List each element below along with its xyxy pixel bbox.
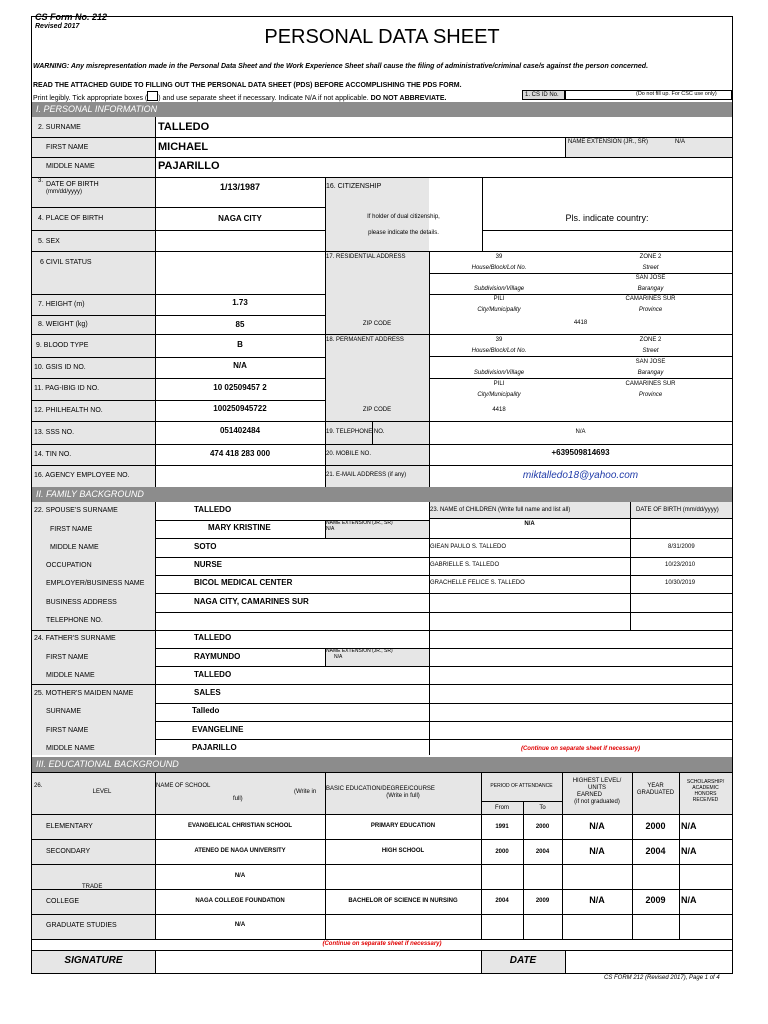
perm-barangay-value[interactable]: SAN JOSE [635,359,666,365]
dob-format: (mm/dd/yyyy) [46,189,82,195]
dual-citizenship-note-2: please indicate the details. [368,230,439,236]
spouse-ext-label: NAME EXTENSION (JR., SR) [326,520,393,526]
child-dob[interactable]: 10/23/2010 [665,562,696,568]
family-label-bg [32,502,155,755]
spouse-surname-value[interactable]: TALLEDO [194,505,232,514]
pagibig-value[interactable]: 10 02509457 2 [213,383,267,392]
family-continue-note: (Continue on separate sheet if necessary) [520,746,641,752]
edu-honors-header-3: HONORS [694,791,717,797]
child-name[interactable]: GRACHELLE FELICE S. TALLEDO [430,580,525,586]
edu-highest-value[interactable]: N/A [589,846,605,856]
permanent-address-label: 18. PERMANENT ADDRESS [326,337,404,343]
perm-zip-value[interactable]: 4418 [492,407,506,413]
edu-course-value[interactable]: BACHELOR OF SCIENCE IN NURSING [348,898,458,904]
spouse-middle-name-label: MIDDLE NAME [50,544,99,551]
edu-level-bg [32,814,155,939]
section-personal-information: I. PERSONAL INFORMATION [32,102,732,117]
name-extension-value: N/A [675,139,686,145]
gsis-value[interactable]: N/A [233,361,247,370]
edu-highest-header-4: (if not graduated) [574,799,620,805]
pds-form [31,16,733,974]
page-title: PERSONAL DATA SHEET [264,26,500,48]
edu-school-full: full) [233,796,243,802]
edu-level-college: COLLEGE [46,898,80,905]
perm-street-value[interactable]: ZONE 2 [639,337,662,343]
edu-highest-value[interactable]: N/A [589,895,605,905]
res-house-value[interactable]: 39 [495,254,503,260]
perm-city-value[interactable]: PILI [493,381,505,387]
signature-label: SIGNATURE [64,955,123,966]
instruction-text: Print legibly. Tick appropriate boxes ( ) and use separate sheet if necessary. Indicate N/A if not applicable. DO NOT ABBREVIATE. [33,91,446,102]
father-middle-name-value[interactable]: TALLEDO [194,670,232,679]
edu-highest-header-3: EARNED [577,792,603,798]
employer-value[interactable]: BICOL MEDICAL CENTER [194,578,293,587]
mother-surname-value[interactable]: Talledo [192,706,220,715]
section-family-background: II. FAMILY BACKGROUND [32,487,732,502]
sss-label: 13. SSS NO. [34,429,75,436]
mobile-label: 20. MOBILE NO. [326,451,372,457]
father-ext-value[interactable]: N/A [334,654,343,660]
spouse-first-name-label: FIRST NAME [50,526,93,533]
edu-highest-header-2: UNITS [588,785,606,791]
edu-school-value[interactable]: NAGA COLLEGE FOUNDATION [195,898,285,904]
edu-level-trade: TRADE [82,884,103,890]
email-value[interactable]: miktalledo18@yahoo.com [522,470,639,481]
res-city-caption: City/Municipality [477,307,521,313]
edu-school-header: NAME OF SCHOOL [156,783,211,789]
res-subdivision-caption: Subdivision/Village [473,286,525,292]
edu-from-value[interactable]: 2004 [495,898,509,904]
tick-box-icon [147,91,158,101]
edu-from-value[interactable]: 1991 [495,824,509,830]
edu-level-graduate: GRADUATE STUDIES [46,922,117,929]
perm-street-caption: Street [642,348,659,354]
agency-employee-label: 16. AGENCY EMPLOYEE NO. [34,472,130,479]
signature-field[interactable] [156,951,481,973]
email-label: 21. E-MAIL ADDRESS (if any) [326,472,407,478]
cs-id-label: 1. CS ID No. [522,90,565,100]
edu-course-header: BASIC EDUCATION/DEGREE/COURSE [326,786,435,792]
res-house-caption: House/Block/Lot No. [471,265,527,271]
edu-highest-header-1: HIGHEST LEVEL/ [572,778,622,784]
res-province-caption: Province [638,307,663,313]
tin-value[interactable]: 474 418 283 000 [209,449,271,458]
civil-status-label: 6 CIVIL STATUS [40,259,92,266]
mother-first-name-label: FIRST NAME [46,727,89,734]
edu-course-value[interactable]: HIGH SCHOOL [381,848,425,854]
citizenship-label: 16. CITIZENSHIP [326,183,382,190]
employer-label: EMPLOYER/BUSINESS NAME [46,580,145,587]
mother-first-name-value[interactable]: EVANGELINE [192,725,244,734]
perm-province-caption: Province [638,392,663,398]
label-column-bg-2 [325,177,429,487]
children-na: N/A [524,521,535,527]
first-name-label: FIRST NAME [46,144,89,151]
dob-label: DATE OF BIRTH [46,181,99,188]
edu-to-value[interactable]: 2009 [535,898,550,904]
height-label: 7. HEIGHT (m) [38,301,85,308]
res-province-value[interactable]: CAMARINES SUR [625,296,676,302]
surname-value[interactable]: TALLEDO [158,121,210,133]
child-dob[interactable]: 10/30/2019 [665,580,696,586]
edu-year-value[interactable]: 2009 [645,895,666,905]
edu-to-header: To [539,805,546,811]
edu-school-value[interactable]: EVANGELICAL CHRISTIAN SCHOOL [187,823,293,829]
perm-zip-label: ZIP CODE [362,407,392,413]
philhealth-value[interactable]: 100250945722 [213,404,267,413]
edu-course-write: (Write in full) [386,793,420,799]
section-educational-background: III. EDUCATIONAL BACKGROUND [32,757,732,772]
child-name[interactable]: GIEAN PAULO S. TALLEDO [430,544,507,550]
weight-value[interactable]: 85 [235,320,245,329]
perm-province-value[interactable]: CAMARINES SUR [625,381,676,387]
tin-label: 14. TIN NO. [34,451,72,458]
edu-item-number: 26. [34,783,43,789]
sss-value[interactable]: 051402484 [219,426,261,435]
edu-highest-value[interactable]: N/A [589,821,605,831]
form-number: CS Form No. 212 [35,12,108,22]
edu-year-header-1: YEAR [647,783,664,789]
father-ext-label: NAME EXTENSION (JR., SR) [326,648,393,654]
height-value[interactable]: 1.73 [232,298,248,307]
edu-year-value[interactable]: 2000 [645,821,666,831]
pagibig-label: 11. PAG-IBIG ID NO. [34,385,100,392]
edu-honors-header-1: SCHOLARSHIP/ [686,779,725,785]
edu-period-header: PERIOD OF ATTENDANCE [490,783,553,789]
business-address-value[interactable]: NAGA CITY, CAMARINES SUR [194,597,309,606]
edu-school-value[interactable]: N/A [234,873,246,879]
edu-year-header-2: GRADUATED [636,790,675,796]
perm-subdivision-caption: Subdivision/Village [473,370,525,376]
edu-level-secondary: SECONDARY [46,848,91,855]
middle-name-value[interactable]: PAJARILLO [158,160,220,172]
edu-honors-value[interactable]: N/A [681,846,697,856]
res-zip-value[interactable]: 4418 [573,320,588,326]
res-street-caption: Street [642,265,659,271]
mother-maiden-label: 25. MOTHER'S MAIDEN NAME [34,690,134,697]
middle-name-label: MIDDLE NAME [46,163,95,170]
child-name[interactable]: GABRIELLE S. TALLEDO [430,562,500,568]
edu-honors-header-4: RECEIVED [692,797,719,803]
res-city-value[interactable]: PILI [493,296,505,302]
res-barangay-caption: Barangay [637,286,664,292]
edu-to-value[interactable]: 2004 [535,849,550,855]
warning-text: WARNING: Any misrepresentation made in the Personal Data Sheet and the Work Experience Sheet shall cause the filing of administrative/criminal case/s against the person concerned. [33,63,649,70]
spouse-first-name-value[interactable]: MARY KRISTINE [208,523,271,532]
occupation-value[interactable]: NURSE [194,560,223,569]
occupation-label: OCCUPATION [46,562,92,569]
edu-school-value[interactable]: N/A [234,922,246,928]
mother-middle-name-label: MIDDLE NAME [46,745,95,752]
perm-house-value[interactable]: 39 [495,337,503,343]
business-address-label: BUSINESS ADDRESS [46,599,117,606]
residential-address-label: 17. RESIDENTIAL ADDRESS [326,254,406,260]
res-street-value[interactable]: ZONE 2 [639,254,662,260]
gsis-label: 10. GSIS ID NO. [34,364,86,371]
edu-to-value[interactable]: 2000 [535,824,550,830]
perm-barangay-caption: Barangay [637,370,664,376]
mother-middle-name-value[interactable]: PAJARILLO [192,743,237,752]
res-barangay-value[interactable]: SAN JOSE [635,275,666,281]
blood-type-value[interactable]: B [237,340,243,349]
edu-school-value[interactable]: ATENEO DE NAGA UNIVERSITY [194,848,286,854]
surname-label: 2. SURNAME [38,124,81,131]
date-field[interactable] [566,951,732,973]
father-surname-label: 24. FATHER'S SURNAME [34,635,116,642]
father-first-name-label: FIRST NAME [46,654,89,661]
guide-text: READ THE ATTACHED GUIDE TO FILLING OUT THE PERSONAL DATA SHEET (PDS) BEFORE ACCOMPLISHING THE PDS FORM. [33,82,462,89]
children-label: 23. NAME of CHILDREN (Write full name and list all) [430,507,571,513]
edu-course-value[interactable]: PRIMARY EDUCATION [370,823,436,829]
philhealth-label: 12. PHILHEALTH NO. [34,407,103,414]
res-zip-label: ZIP CODE [362,321,392,327]
name-extension-label: NAME EXTENSION (JR., SR) [568,139,649,145]
edu-honors-value[interactable]: N/A [681,821,697,831]
weight-label: 8. WEIGHT (kg) [38,321,88,328]
form-revision: Revised 2017 [35,23,80,30]
form-footer: CS FORM 212 (Revised 2017), Page 1 of 4 [604,975,720,981]
csc-note: (Do not fill up. For CSC use only) [636,91,717,97]
sex-label: 5. SEX [38,238,60,245]
spouse-middle-name-value[interactable]: SOTO [194,542,217,551]
spouse-surname-label: 22. SPOUSE'S SURNAME [34,507,118,514]
mother-maiden-value[interactable]: SALES [194,688,221,697]
edu-level-header: LEVEL [92,789,112,795]
edu-school-write-in: (Write in [294,789,317,795]
mobile-value[interactable]: +639509814693 [551,448,610,457]
edu-continue-note: (Continue on separate sheet if necessary) [322,941,442,947]
spouse-telephone-label: TELEPHONE NO. [46,617,103,624]
country-label: Pls. indicate country: [565,213,649,223]
blood-type-label: 9. BLOOD TYPE [36,342,89,349]
edu-from-header: From [495,805,509,811]
first-name-value[interactable]: MICHAEL [158,141,209,153]
place-of-birth-label: 4. PLACE OF BIRTH [38,215,104,222]
edu-from-value[interactable]: 2000 [495,849,509,855]
child-dob[interactable]: 8/31/2009 [668,544,695,550]
perm-house-caption: House/Block/Lot No. [471,348,527,354]
edu-honors-value[interactable]: N/A [681,895,697,905]
mother-surname-label: SURNAME [46,708,82,715]
children-dob-label: DATE OF BIRTH (mm/dd/yyyy) [636,507,719,513]
father-middle-name-label: MIDDLE NAME [46,672,95,679]
edu-level-elementary: ELEMENTARY [46,823,93,830]
dob-value[interactable]: 1/13/1987 [219,182,261,192]
spouse-ext-value[interactable]: N/A [326,526,335,532]
telephone-label: 19. TELEPHONE NO. [326,429,385,435]
dual-citizenship-note-1: If holder of dual citizenship, [367,214,440,220]
perm-city-caption: City/Municipality [477,392,521,398]
dob-number: 3. [38,178,44,184]
father-first-name-value[interactable]: RAYMUNDO [194,652,241,661]
telephone-value[interactable]: N/A [575,429,586,435]
father-surname-value[interactable]: TALLEDO [194,633,232,642]
edu-year-value[interactable]: 2004 [645,846,666,856]
place-of-birth-value[interactable]: NAGA CITY [218,214,262,223]
edu-honors-header-2: ACADEMIC [692,785,719,791]
date-label: DATE [509,955,537,966]
